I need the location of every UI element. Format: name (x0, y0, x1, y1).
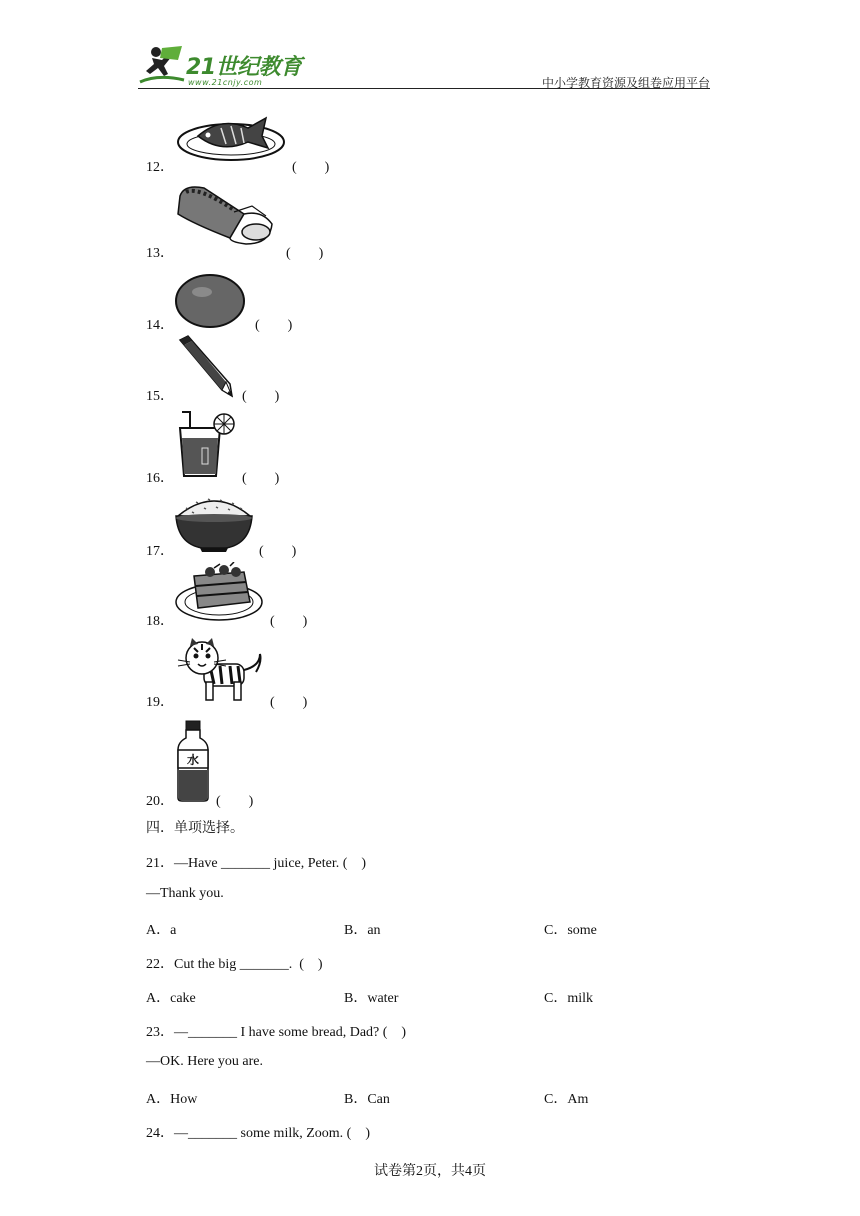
option-c: C．milk (544, 991, 594, 1006)
header-divider (138, 88, 710, 89)
question-number: 12． (146, 160, 174, 175)
pencil-icon (174, 334, 238, 398)
question-number: 20． (146, 794, 174, 809)
egg-icon (174, 272, 248, 330)
runner-logo-icon (138, 44, 186, 90)
answer-blank: ( ) (259, 544, 297, 559)
question-number: 19． (146, 695, 174, 710)
logo-text: 21世纪教育 (186, 55, 302, 80)
juice-glass-icon (174, 410, 238, 478)
answer-blank: ( ) (242, 471, 280, 486)
platform-name: 中小学教育资源及组卷应用平台 (541, 76, 710, 90)
option-a: A．How (146, 1092, 198, 1107)
page-header (138, 40, 710, 90)
question-stem: 22．Cut the big _______. ( ) (146, 957, 323, 972)
tiger-icon (176, 636, 266, 702)
dialogue-reply: —OK. Here you are. (146, 1054, 264, 1069)
logo (138, 44, 313, 90)
answer-blank: ( ) (255, 318, 293, 333)
question-number: 17． (146, 544, 174, 559)
answer-blank: ( ) (216, 794, 254, 809)
question-number: 13． (146, 246, 174, 261)
question-number: 15． (146, 389, 174, 404)
option-b: B．water (344, 991, 399, 1006)
fish-on-plate-icon (176, 114, 286, 164)
water-bottle-icon (176, 720, 210, 802)
answer-blank: ( ) (270, 695, 308, 710)
answer-blank: ( ) (292, 160, 330, 175)
answer-blank: ( ) (270, 614, 308, 629)
option-a: A．cake (146, 991, 196, 1006)
rice-bowl-icon (174, 494, 254, 554)
question-number: 16． (146, 471, 174, 486)
logo-url: www.21cnjy.com (188, 78, 263, 87)
question-number: 14． (146, 318, 174, 333)
dialogue-reply: —Thank you. (146, 886, 224, 901)
section-title: 四．单项选择。 (146, 821, 244, 836)
cake-icon (174, 562, 264, 622)
page-footer: 试卷第2页，共4页 (374, 1164, 486, 1179)
question-stem: 24．—_______ some milk, Zoom. ( ) (146, 1126, 370, 1141)
option-c: C．Am (544, 1092, 589, 1107)
option-a: A．a (146, 923, 177, 938)
bread-loaf-icon (174, 184, 280, 250)
bottle-label: 水 (186, 753, 200, 767)
option-b: B．Can (344, 1092, 390, 1107)
option-b: B．an (344, 923, 381, 938)
question-stem: 21．—Have _______ juice, Peter. ( ) (146, 856, 367, 871)
option-c: C．some (544, 923, 597, 938)
question-stem: 23．—_______ I have some bread, Dad? ( ) (146, 1025, 407, 1040)
answer-blank: ( ) (286, 246, 324, 261)
question-number: 18． (146, 614, 174, 629)
answer-blank: ( ) (242, 389, 280, 404)
